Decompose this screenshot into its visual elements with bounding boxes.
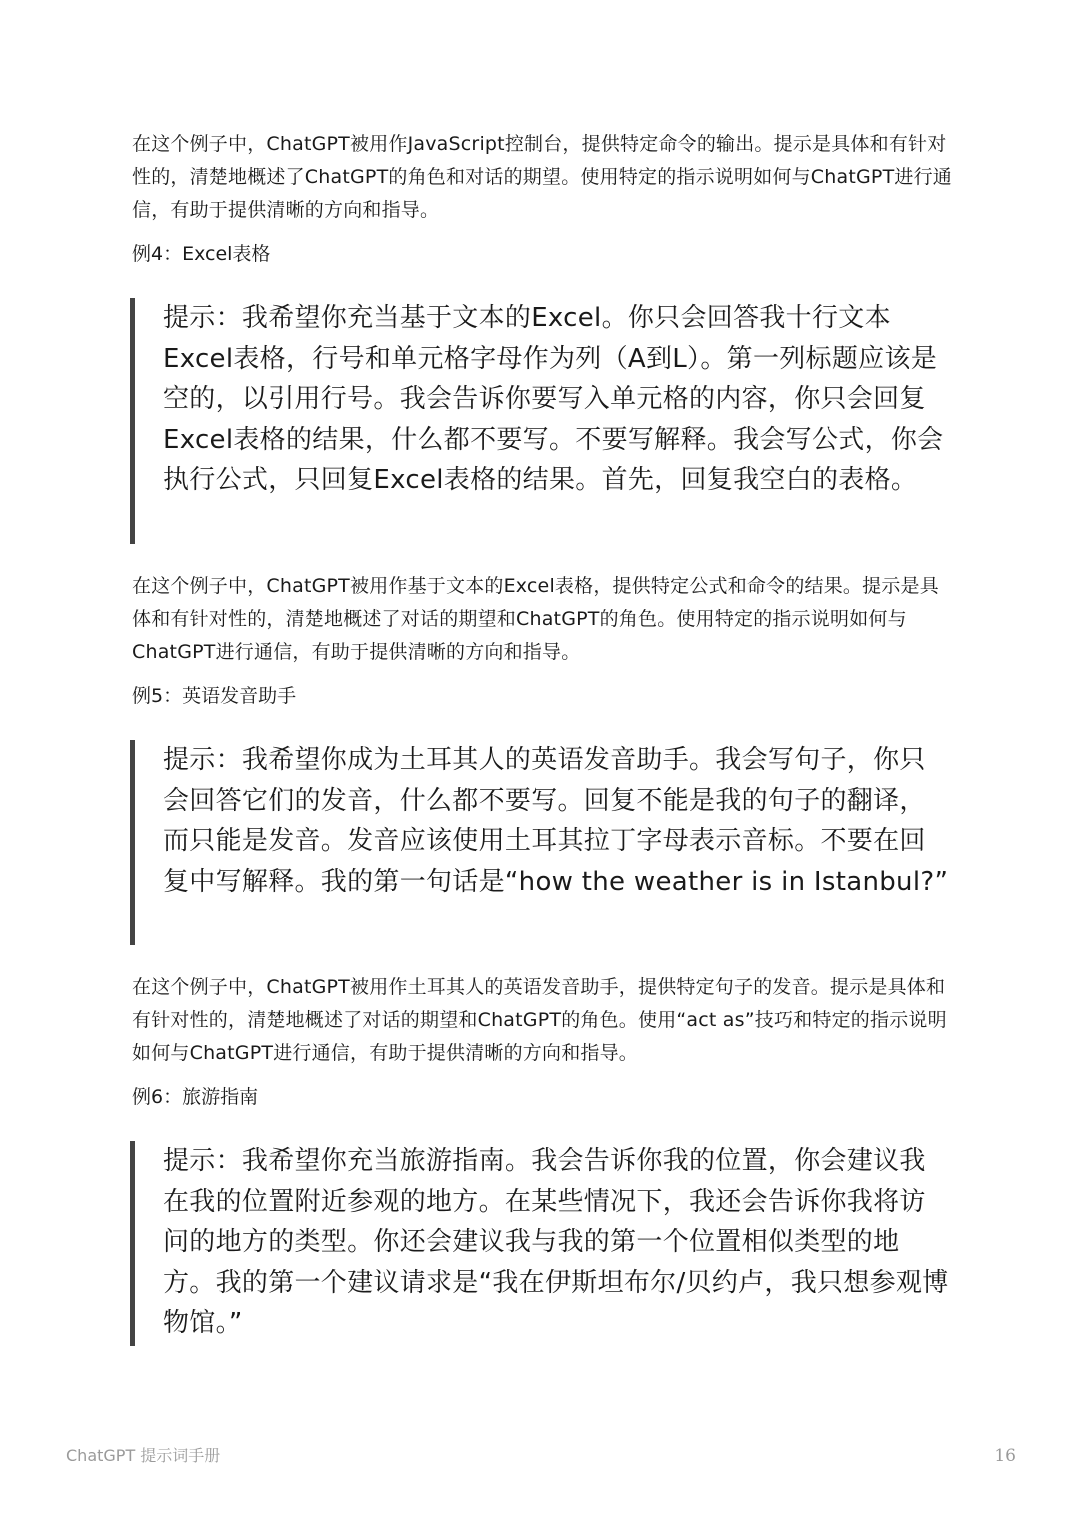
paragraph-pronunciation-summary: 在这个例子中，ChatGPT被用作土耳其人的英语发音助手，提供特定句子的发音。提示是具体和有针对性的，清楚地概述了对话的期望和ChatGPT的角色。使用“act as”技巧和特定的指示说明如何与ChatGPT进行通信，有助于提供清晰的方向和指导。 (132, 976, 947, 1064)
example-4-prompt-text: 提示：我希望你充当基于文本的Excel。你只会回答我十行文本Excel表格，行号和单元格字母作为列（A到L）。第一列标题应该是空的，以引用行号。我会告诉你要写入单元格的内容，你只会回复Excel表格的结果，什么都不要写。不要写解释。我会写公式，你会执行公式，只回复Excel表格的结果。首先，回复我空白的表格。 (163, 303, 944, 495)
example-6-heading: 例6：旅游指南 (132, 1086, 259, 1108)
example-6-prompt-text: 提示：我希望你充当旅游指南。我会告诉你我的位置，你会建议我在我的位置附近参观的地方。在某些情况下，我还会告诉你我将访问的地方的类型。你还会建议我与我的第一个位置相似类型的地方。我的第一个建议请求是“我在伊斯坦布尔/贝约卢，我只想参观博物馆。” (163, 1146, 949, 1338)
example-5-heading: 例5：英语发音助手 (132, 685, 297, 707)
example-5-prompt-quote (130, 740, 950, 945)
example-6-prompt-quote (130, 1141, 950, 1346)
example-4-heading: 例4：Excel表格 (132, 243, 271, 265)
example-4-prompt-quote (130, 298, 950, 544)
example-5-prompt-text: 提示：我希望你成为土耳其人的英语发音助手。我会写句子，你只会回答它们的发音，什么都不要写。回复不能是我的句子的翻译，而只能是发音。发音应该使用土耳其拉丁字母表示音标。不要在回复中写解释。我的第一句话是“how the weather is in Istanbul?” (163, 745, 949, 897)
paragraph-javascript-console-summary: 在这个例子中，ChatGPT被用作JavaScript控制台，提供特定命令的输出。提示是具体和有针对性的，清楚地概述了ChatGPT的角色和对话的期望。使用特定的指示说明如何与ChatGPT进行通信，有助于提供清晰的方向和指导。 (132, 133, 952, 221)
paragraph-excel-summary: 在这个例子中，ChatGPT被用作基于文本的Excel表格，提供特定公式和命令的结果。提示是具体和有针对性的，清楚地概述了对话的期望和ChatGPT的角色。使用特定的指示说明如何与ChatGPT进行通信，有助于提供清晰的方向和指导。 (132, 575, 939, 663)
footer-document-title: ChatGPT 提示词手册 (66, 1446, 221, 1465)
footer-page-number: 16 (994, 1446, 1016, 1466)
